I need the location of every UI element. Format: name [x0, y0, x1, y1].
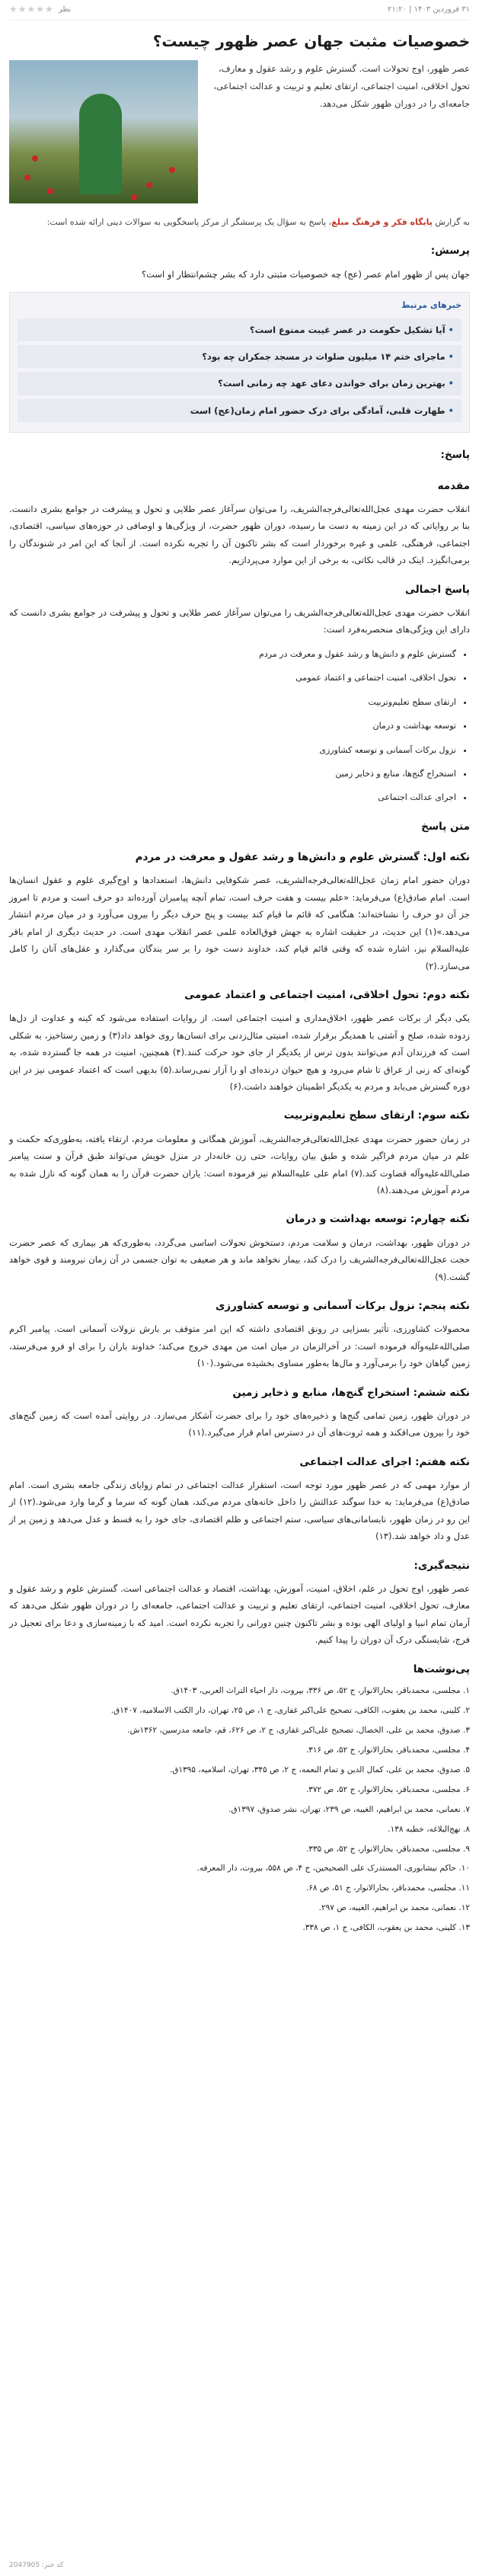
note-item: ۱۱. مجلسی، محمدباقر، بحارالانوار، ج ۵۱، ص ۶۸.	[305, 1883, 470, 1893]
section-text: در دوران ظهور، بهداشت، درمان و سلامت مردم، دستخوش تحولات اساسی می‌گردد، به‌طوری‌که هر بیماری که عصر حضرت حجت عجل‌الله‌تعالی‌فرجه‌الشریف را درک کند، بیمار نخواهد ماند و هر ضعیفی به توان جسمی در آن زمان نیرومند و قوی خواهد گشت.(۹)	[9, 1237, 470, 1282]
related-news-box	[9, 292, 470, 433]
article-lead	[9, 60, 470, 203]
view-label[interactable]: نظر	[58, 5, 72, 14]
section-text: در زمان حضور حضرت مهدی عجل‌الله‌تعالی‌فرجه‌الشریف، آموزش همگانی و معلومات مردم، ارتقاء یافته، به‌طوری‌که حکمت و علم در میان مردم فراگیر شده و طبق بیان روایات، حتی زن خانه‌دار در منزل خویش می‌تواند طبق قرآن و سنت پیامبر صلی‌الله‌علیه‌وآله قضاوت کند.(۷) امام علی علیه‌السلام نیز فرموده است: یاران حضرت قرآن را به همان گونه که نازل شده به مردم آموزش می‌دهند.(۸)	[9, 1133, 470, 1195]
section-heading: نکته پنجم: نزول برکات آسمانی و توسعه کشاورزی	[215, 1299, 470, 1312]
note-item: ۱۳. کلینی، محمد بن یعقوب، الکافی، ج ۱، ص ۳۳۸.	[302, 1923, 470, 1933]
list-item: • اجرای عدالت اجتماعی	[9, 789, 456, 805]
question-heading: پرسش:	[430, 245, 470, 258]
section-text: در دوران ظهور، زمین تمامی گنج‌ها و ذخیره‌های خود را برای حضرت آشکار می‌سازد. در روایتی آمده است که زمین گنج‌های خود را بیرون می‌افکند و همه ثروت‌های آن در دسترس امام قرار می‌گیرد.(۱۱)	[9, 1410, 470, 1438]
note-item: ۱. مجلسی، محمدباقر، بحارالانوار، ج ۵۲، ص ۳۳۶، بیروت، دار احیاء التراث العربی، ۱۴۰۳ق.	[171, 1686, 470, 1696]
article-meta-bar	[9, 0, 470, 21]
note-item: ۹. مجلسی، محمدباقر، بحارالانوار، ج ۵۲، ص ۳۳۵.	[305, 1844, 470, 1854]
section-heading: نکته چهارم: توسعه بهداشت و درمان	[286, 1213, 470, 1226]
related-item[interactable]: • طهارت قلبی، آمادگی برای درک حضور امام زمان(عج) است	[18, 399, 461, 422]
list-item: • گسترش علوم و دانش‌ها و رشد عقول و معرفت در مردم	[9, 646, 456, 662]
section-text: دوران حضور امام زمان عجل‌الله‌تعالی‌فرجه‌الشریف، عصر شکوفایی دانش‌ها، استعدادها و اوج‌گیری علوم و عقول انسان‌ها است. امام صادق(ع) می‌فرماید: «علم بیست و هفت حرف است، تمام آنچه پیامبران آورده‌اند دو حرف است و مردم تا امروز جز آن دو حرف را نشناخته‌اند؛ هنگامی که قائم ما قیام کند بیست و پنج حرف دیگر را بیرون می‌آورد و در میان مردم انتشار می‌دهد.»(۱) این حدیث، در حقیقت اشاره به جهش فوق‌العاده علمی عصر انقلاب مهدی است. در حدیث دیگری از امام باقر علیه‌السلام نیز، اشاره شده که وقتی قائم قیام کند، خداوند دست خود را بر سر بندگان می‌گذارد و عقل‌های آنان را کامل می‌سازد.(۲)	[9, 875, 470, 971]
section-heading: نکته سوم: ارتقای سطح تعلیم‌وتربیت	[283, 1109, 470, 1122]
section-heading: نکته هفتم: اجرای عدالت اجتماعی	[299, 1455, 470, 1468]
note-item: ۱۰. حاکم نیشابوری، المستدرک علی الصحیحین، ج ۴، ص ۵۵۸، بیروت، دار المعرفه.	[196, 1864, 470, 1874]
note-item: ۴. مجلسی، محمدباقر، بحارالانوار، ج ۵۲، ص ۳۱۶.	[305, 1745, 470, 1755]
report-line: به گزارش پایگاه فکر و فرهنگ مبلغ، پاسخ به سؤال یک پرسشگر از مرکز پاسخگویی به سوالات دینی ارائه شده است:	[46, 217, 470, 227]
section-heading: نکته اول: گسترش علوم و دانش‌ها و رشد عقول و معرفت در مردم	[135, 851, 470, 864]
section-heading: نکته دوم: تحول اخلاقی، امنیت اجتماعی و اعتماد عمومی	[184, 988, 470, 1001]
article-image	[9, 60, 198, 203]
list-item: • ارتقای سطح تعلیم‌وتربیت	[9, 694, 456, 710]
detail-heading: متن پاسخ	[421, 820, 470, 833]
section-text: یکی دیگر از برکات عصر ظهور، اخلاق‌مداری و امنیت اجتماعی است. از روایات استفاده می‌شود که کینه و عداوت از دل‌ها زدوده شده، صلح و آشتی با همدیگر برقرار شده، امنیتی مثال‌زدنی برای انسان‌ها روی خواهد داد(۳) و زمین رستاخیز، به شکلی است که فرزندان آدم می‌توانند بدون ترس از یکدیگر از جای خود حرکت کنند.(۴) همچنین، امنیت در همه جا گسترده شده، به گونه‌ای که زنی از عراق تا شام می‌رود و هیچ حیوان درنده‌ای او را آزار نمی‌رساند.(۵) بدیهی است که اعتماد عمومی نیز در این دوره گسترش می‌یابد و مردم به یکدیگر اطمینان خواهند داشت.(۶)	[9, 1013, 471, 1092]
note-item: ۱۲. نعمانی، محمد بن ابراهیم، الغیبه، ص ۲۹۷.	[318, 1903, 470, 1913]
related-item[interactable]: • ماجرای ختم ۱۴ میلیون صلوات در مسجد جمکران چه بود؟	[18, 345, 461, 368]
section-text: از موارد مهمی که در عصر ظهور مورد توجه است، استقرار عدالت اجتماعی در تمام زوایای زندگی جامعه بشری است. امام صادق(ع) می‌فرماید: به خدا سوگند عدالتش را داخل خانه‌های مردم می‌کند، همان گونه که سرما و گرما وارد می‌شود.(۱۲) از این رو در زمان ظهور، نابسامانی‌های سیاسی، ستم اجتماعی و ظلم اقتصادی، جای خود را به قسط و عدل می‌دهد و زمین پر از عدل و داد خواهد شد.(۱۳)	[9, 1480, 470, 1542]
intro-text: انقلاب حضرت مهدی عجل‌الله‌تعالی‌فرجه‌الشریف، را می‌توان سرآغاز عصر طلایی و تحول و پیشرفت در جوامع بشری دانست. بنا بر روایاتی که در این زمینه به دست ما رسیده، دوران ظهور حضرت، از ویژگی‌ها و اوصافی در حوزه‌های سیاسی، اقتصادی، اجتماعی، فرهنگی، علمی و غیره برخوردار است که بشر تاکنون آن را تجربه نکرده است. از آنجا که این امر در شنوندگان را برمی‌انگیزد. اینک در قالب نکاتی، به برخی از این موارد می‌پردازیم.	[9, 503, 470, 566]
list-item: • توسعه بهداشت و درمان	[9, 718, 456, 734]
note-item: ۶. مجلسی، محمدباقر، بحارالانوار، ج ۵۲، ص ۳۷۲.	[305, 1784, 470, 1794]
article-date: ۳۱ فروردین ۱۴۰۳ | ۲۱:۲۰	[388, 5, 470, 14]
section-text: محصولات کشاورزی، تأثیر بسزایی در رونق اقتصادی داشته که این امر متوقف بر بارش نزولات آسمانی است. پیامبر اکرم صلی‌الله‌علیه‌وآله فرموده است: در آخرالزمان در میان امت من مهدی خروج می‌کند؛ خداوند باران را برای او فرو می‌فرستد، زمین گیاهان خود را برمی‌آورد و مال‌ها به‌طور مساوی بخشیده می‌شود.(۱۰)	[9, 1323, 470, 1369]
list-item: • تحول اخلاقی، امنیت اجتماعی و اعتماد عمومی	[9, 670, 456, 686]
list-item: • استخراج گنج‌ها، منابع و ذخایر زمین	[9, 766, 456, 782]
notes-heading: پی‌نوشت‌ها	[413, 1662, 470, 1675]
related-item[interactable]: • بهترین زمان برای خواندن دعای عهد چه زمانی است؟	[18, 372, 461, 395]
lead-text: عصر ظهور، اوج تحولات است. گسترش علوم و رشد عقول و معارف، تحول اخلاقی، امنیت اجتماعی، ارتقای تعلیم و تربیت و عدالت اجتماعی، جامعه‌ای را در دوران ظهور شکل می‌دهد.	[213, 63, 470, 109]
article-title: خصوصیات مثبت جهان عصر ظهور چیست؟	[152, 32, 470, 50]
conclusion-text: عصر ظهور، اوج تحول در علم، اخلاق، امنیت، آموزش، بهداشت، اقتصاد و عدالت اجتماعی است. گسترش علوم و رشد عقول و معارف، تحول اخلاقی، امنیت اجتماعی، ارتقای تعلیم و تربیت و عدالت اجتماعی، جامعه‌ای را در دوران ظهور شکل می‌دهد که آرمان تمام انبیا و اولیای الهی بوده و بشر تاکنون چنین دورانی را تجربه نکرده است. امید که با زمینه‌سازی و دعا برای تعجیل در فرج، شایستگی درک آن دوران را پیدا کنیم.	[9, 1583, 470, 1646]
note-item: ۷. نعمانی، محمد بن ابراهیم، الغیبه، ص ۲۳۹، تهران، نشر صدوق، ۱۳۹۷ق.	[228, 1804, 470, 1814]
rating-stars-icon[interactable]: ★★★★★	[9, 4, 54, 15]
intro-heading: مقدمه	[437, 479, 470, 492]
news-code: کد خبر: 2047905	[9, 2562, 64, 2570]
note-item: ۵. صدوق، محمد بن علی، کمال الدین و تمام النعمه، ج ۲، ص ۳۴۵، تهران، اسلامیه، ۱۳۹۵ق.	[169, 1765, 470, 1774]
note-item: ۸. نهج‌البلاغه، خطبه ۱۳۸.	[388, 1824, 470, 1834]
note-item: ۲. کلینی، محمد بن یعقوب، الکافی، تصحیح علی‌اکبر غفاری، ج ۱، ص ۲۵، تهران، دار الکتب الاسلامیه، ۱۴۰۷ق.	[110, 1705, 470, 1715]
conclusion-heading: نتیجه‌گیری:	[414, 1559, 470, 1572]
source-link[interactable]: پایگاه فکر و فرهنگ مبلغ	[331, 217, 433, 227]
related-item[interactable]: • آیا تشکیل حکومت در عصر غیبت ممنوع است؟	[18, 318, 461, 341]
note-item: ۳. صدوق، محمد بن علی، الخصال، تصحیح علی‌اکبر غفاری، ج ۲، ص ۶۲۶، قم، جامعه مدرسین، ۱۳۶۲ش.	[127, 1725, 470, 1735]
summary-text: انقلاب حضرت مهدی عجل‌الله‌تعالی‌فرجه‌الشریف را می‌توان سرآغاز عصر طلایی و تحول و پیشرفت در جوامع بشری دانست که دارای این ویژگی‌های منحصربه‌فرد است:	[9, 606, 470, 635]
related-heading: خبرهای مرتبط	[401, 300, 461, 311]
summary-heading: پاسخ اجمالی	[404, 583, 470, 596]
answer-heading: پاسخ:	[440, 449, 470, 462]
question-text: جهان پس از ظهور امام عصر (عج) چه خصوصیات مثبتی دارد که بشر چشم‌انتظار او است؟	[142, 268, 470, 280]
section-heading: نکته ششم: استخراج گنج‌ها، منابع و ذخایر زمین	[232, 1386, 470, 1399]
summary-list	[9, 646, 470, 806]
list-item: • نزول برکات آسمانی و توسعه کشاورزی	[9, 742, 456, 758]
notes-list	[9, 1684, 470, 1936]
